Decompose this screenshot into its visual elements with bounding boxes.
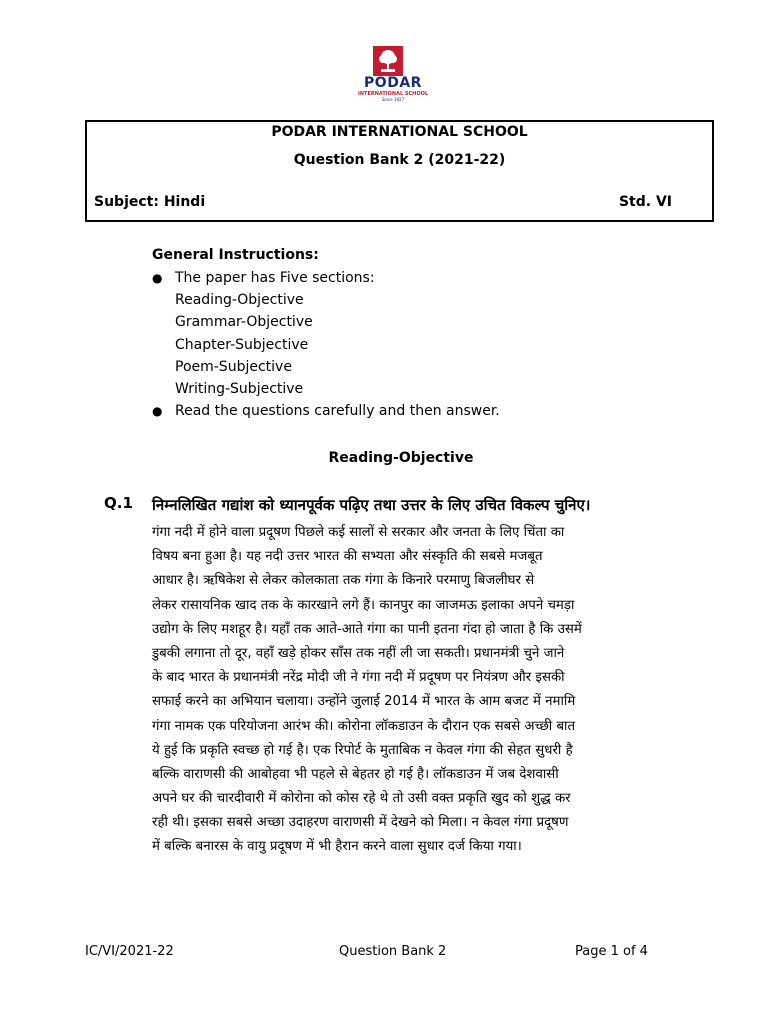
passage-line: बल्कि वाराणसी की आबोहवा भी पहले से बेहतर हो गई है। लॉकडाउन में जब देशवासी bbox=[152, 766, 559, 782]
passage-line: गंगा नदी में होने वाला प्रदूषण पिछले कई सालों से सरकार और जनता के लिए चिंता का bbox=[152, 525, 565, 540]
instruction-line: Read the questions carefully and then answer. bbox=[175, 403, 500, 420]
footer-title: Question Bank 2 bbox=[339, 944, 447, 959]
school-logo bbox=[358, 46, 429, 102]
passage-line: सफाई करने का अभियान चलाया। उन्होंने जुलाई 2014 में भारत के आम बजट में नमामि bbox=[152, 694, 576, 710]
podar-tree-icon bbox=[373, 46, 403, 76]
instruction-item bbox=[152, 267, 500, 400]
school-name: PODAR INTERNATIONAL SCHOOL bbox=[271, 124, 528, 140]
section-list-item: Chapter-Subjective bbox=[175, 336, 309, 353]
section-list-item: Poem-Subjective bbox=[175, 358, 292, 375]
passage-line: के बाद भारत के प्रधानमंत्री नरेंद्र मोदी जी ने गंगा नदी में प्रदूषण पर नियंत्रण और इसकी bbox=[152, 670, 565, 686]
instruction-item bbox=[152, 400, 500, 422]
logo-tagline: Since 1927 bbox=[381, 97, 405, 102]
passage-line: विषय बना हुआ है। यह नदी उत्तर भारत की सभ्यता और संस्कृति की सबसे मजबूत bbox=[152, 549, 543, 565]
standard-label: Std. VI bbox=[618, 194, 672, 210]
section-list-item: Grammar-Objective bbox=[175, 314, 313, 331]
instructions-list bbox=[152, 267, 500, 422]
question-number: Q.1 bbox=[104, 494, 133, 512]
header-box bbox=[85, 120, 714, 222]
section-list-item: Reading-Objective bbox=[175, 292, 304, 309]
footer-code: IC/VI/2021-22 bbox=[85, 944, 174, 959]
passage-line: गंगा नामक एक परियोजना आरंभ की। कोरोना लॉकडाउन के दौरान एक सबसे अच्छी बात bbox=[152, 718, 576, 734]
passage-line: रही थी। इसका सबसे अच्छा उदाहरण वाराणसी में देखने को मिला। न केवल गंगा प्रदूषण bbox=[152, 815, 569, 831]
question-text: निम्नलिखित गद्यांश को ध्यानपूर्वक पढ़िए तथा उत्तर के लिए उचित विकल्प चुनिए। bbox=[152, 496, 591, 514]
bullet-icon: ● bbox=[152, 404, 163, 419]
question-bank-title: Question Bank 2 (2021-22) bbox=[293, 152, 506, 168]
passage-line: ये हुई कि प्रकृति स्वच्छ हो गई है। एक रिपोर्ट के मुताबिक न केवल गंगा की सेहत सुधरी है bbox=[152, 742, 573, 758]
instruction-line: The paper has Five sections: bbox=[175, 270, 375, 286]
passage-line: उद्योग के लिए मशहूर है। यहाँ तक आते-आते गंगा का पानी इतना गंदा हो जाता है कि उसमें bbox=[152, 621, 582, 637]
general-instructions-title: General Instructions: bbox=[152, 247, 319, 263]
passage bbox=[152, 521, 652, 860]
bullet-icon: ● bbox=[152, 271, 163, 285]
passage-line: लेकर रासायनिक खाद तक के कारखाने लगे हैं। कानपुर का जाजमऊ इलाका अपने चमड़ा bbox=[152, 597, 575, 613]
passage-line: में बल्कि बनारस के वायु प्रदूषण में भी हैरान करने वाला सुधार दर्ज किया गया। bbox=[152, 839, 522, 855]
subject-label: Subject: Hindi bbox=[94, 194, 206, 210]
logo-subtitle: INTERNATIONAL SCHOOL bbox=[358, 91, 429, 97]
footer-page-number: Page 1 of 4 bbox=[575, 944, 648, 959]
section-title: Reading-Objective bbox=[328, 450, 474, 466]
logo-brand-text: PODAR bbox=[364, 75, 422, 91]
passage-line: डुबकी लगाना तो दूर, वहाँ खड़े होकर साँस तक नहीं ली जा सकती। प्रधानमंत्री चुने जाने bbox=[152, 645, 565, 661]
passage-line: अपने घर की चारदीवारी में कोरोना को कोस रहे थे तो उसी वक्त प्रकृति खुद को शुद्ध कर bbox=[152, 791, 571, 807]
section-list-item: Writing-Subjective bbox=[175, 381, 304, 398]
passage-line: आधार है। ऋषिकेश से लेकर कोलकाता तक गंगा के किनारे परमाणु बिजलीघर से bbox=[152, 573, 535, 589]
